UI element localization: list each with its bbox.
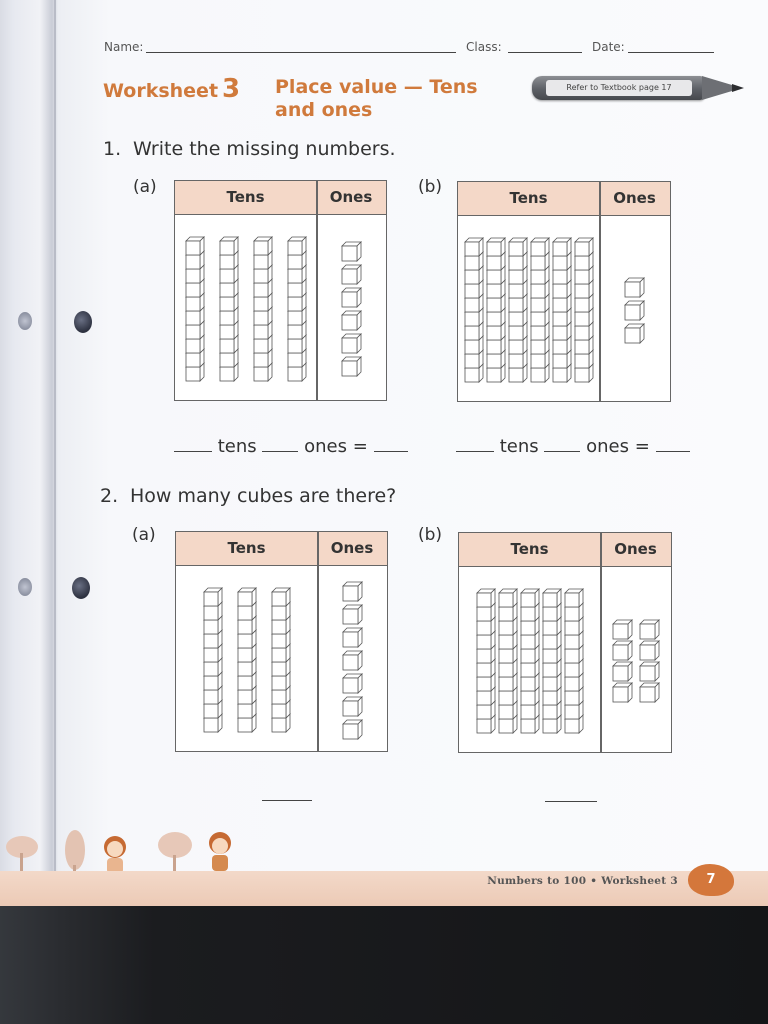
tree-icon bbox=[6, 836, 38, 875]
ones-header: Ones bbox=[317, 532, 387, 566]
ones-cube bbox=[613, 641, 632, 660]
tens-rod bbox=[186, 237, 204, 381]
ones-answer-blank[interactable] bbox=[262, 437, 298, 452]
ones-cube bbox=[342, 288, 361, 307]
ones-cube bbox=[342, 242, 361, 261]
worksheet-number: 3 bbox=[222, 74, 241, 104]
page-number: 7 bbox=[706, 872, 716, 887]
ones-cube bbox=[343, 582, 362, 601]
tens-rod bbox=[565, 589, 583, 733]
ones-cube bbox=[342, 334, 361, 353]
question-1 bbox=[103, 138, 396, 160]
place-value-table bbox=[174, 180, 387, 401]
base-ten-blocks bbox=[176, 566, 387, 750]
question-text: How many cubes are there? bbox=[130, 485, 397, 507]
name-label: Name: bbox=[104, 40, 144, 54]
ones-cube bbox=[613, 620, 632, 639]
student-info-row bbox=[104, 40, 719, 58]
ones-word: ones = bbox=[304, 436, 368, 457]
tens-header: Tens bbox=[175, 181, 316, 215]
tens-rod bbox=[254, 237, 272, 381]
ones-cube bbox=[342, 357, 361, 376]
ones-cube bbox=[343, 697, 362, 716]
textbook-reference: Refer to Textbook page 17 bbox=[546, 80, 692, 96]
tens-rod bbox=[465, 238, 483, 382]
class-field[interactable] bbox=[508, 52, 582, 53]
tens-answer-blank[interactable] bbox=[174, 437, 212, 452]
question-number: 2. bbox=[100, 485, 119, 507]
question-2 bbox=[100, 485, 396, 507]
part-label: (a) bbox=[133, 177, 157, 197]
ones-cube bbox=[625, 324, 644, 343]
worksheet-title-word: Worksheet bbox=[103, 80, 219, 102]
tens-rod bbox=[543, 589, 561, 733]
class-label: Class: bbox=[466, 40, 502, 54]
cube-count-answer-blank[interactable] bbox=[262, 786, 312, 801]
base-ten-blocks bbox=[175, 215, 386, 399]
part-label: (b) bbox=[418, 177, 443, 197]
answer-row bbox=[456, 436, 690, 457]
ones-cube bbox=[640, 620, 659, 639]
tens-rod bbox=[288, 237, 306, 381]
tens-rod bbox=[238, 588, 256, 732]
tens-header: Tens bbox=[176, 532, 317, 566]
date-field[interactable] bbox=[628, 52, 714, 53]
cube-count-answer-blank[interactable] bbox=[545, 787, 597, 802]
tens-rod bbox=[531, 238, 549, 382]
question-number: 1. bbox=[103, 138, 122, 160]
tens-rod bbox=[521, 589, 539, 733]
ones-cube bbox=[640, 683, 659, 702]
page-number-badge bbox=[688, 864, 734, 896]
ones-cube bbox=[613, 662, 632, 681]
base-ten-blocks bbox=[459, 567, 671, 751]
tens-rod bbox=[272, 588, 290, 732]
footer-text: Numbers to 100 • Worksheet 3 bbox=[487, 875, 678, 887]
scan-background bbox=[0, 906, 768, 1024]
tens-word: tens bbox=[499, 436, 539, 457]
total-answer-blank[interactable] bbox=[656, 437, 690, 452]
punch-hole bbox=[18, 312, 32, 330]
ones-cube bbox=[640, 641, 659, 660]
tens-rod bbox=[553, 238, 571, 382]
ones-cube bbox=[343, 605, 362, 624]
tens-rod bbox=[477, 589, 495, 733]
worksheet-subtitle: Place value — Tens and ones bbox=[275, 76, 478, 121]
part-label: (a) bbox=[132, 525, 156, 545]
ones-cube bbox=[342, 311, 361, 330]
ones-cube bbox=[342, 265, 361, 284]
name-field[interactable] bbox=[146, 52, 456, 53]
tens-rod bbox=[204, 588, 222, 732]
answer-row bbox=[174, 436, 408, 457]
ones-header: Ones bbox=[600, 533, 671, 567]
tens-rod bbox=[575, 238, 593, 382]
tens-rod bbox=[487, 238, 505, 382]
worksheet-title bbox=[103, 74, 240, 104]
ones-cube bbox=[343, 720, 362, 739]
date-label: Date: bbox=[592, 40, 625, 54]
ones-word: ones = bbox=[586, 436, 650, 457]
ones-cube bbox=[343, 628, 362, 647]
tens-rod bbox=[499, 589, 517, 733]
place-value-table bbox=[457, 181, 671, 402]
ones-cube bbox=[625, 278, 644, 297]
place-value-table bbox=[175, 531, 388, 752]
ones-header: Ones bbox=[599, 182, 670, 216]
tens-word: tens bbox=[217, 436, 257, 457]
ones-answer-blank[interactable] bbox=[544, 437, 580, 452]
ones-header: Ones bbox=[316, 181, 386, 215]
question-text: Write the missing numbers. bbox=[133, 138, 396, 160]
tens-header: Tens bbox=[458, 182, 599, 216]
total-answer-blank[interactable] bbox=[374, 437, 408, 452]
tens-rod bbox=[220, 237, 238, 381]
tree-icon bbox=[65, 830, 85, 877]
punch-hole bbox=[72, 577, 90, 599]
ones-cube bbox=[613, 683, 632, 702]
tens-rod bbox=[509, 238, 527, 382]
ones-cube bbox=[625, 301, 644, 320]
ones-cube bbox=[343, 651, 362, 670]
tens-answer-blank[interactable] bbox=[456, 437, 494, 452]
pencil-icon bbox=[532, 76, 747, 102]
ones-cube bbox=[343, 674, 362, 693]
punch-hole bbox=[18, 578, 32, 596]
ones-cube bbox=[640, 662, 659, 681]
punch-hole bbox=[74, 311, 92, 333]
tens-header: Tens bbox=[459, 533, 600, 567]
place-value-table bbox=[458, 532, 672, 753]
part-label: (b) bbox=[418, 525, 443, 545]
base-ten-blocks bbox=[458, 216, 670, 400]
binding-gutter bbox=[54, 0, 56, 906]
